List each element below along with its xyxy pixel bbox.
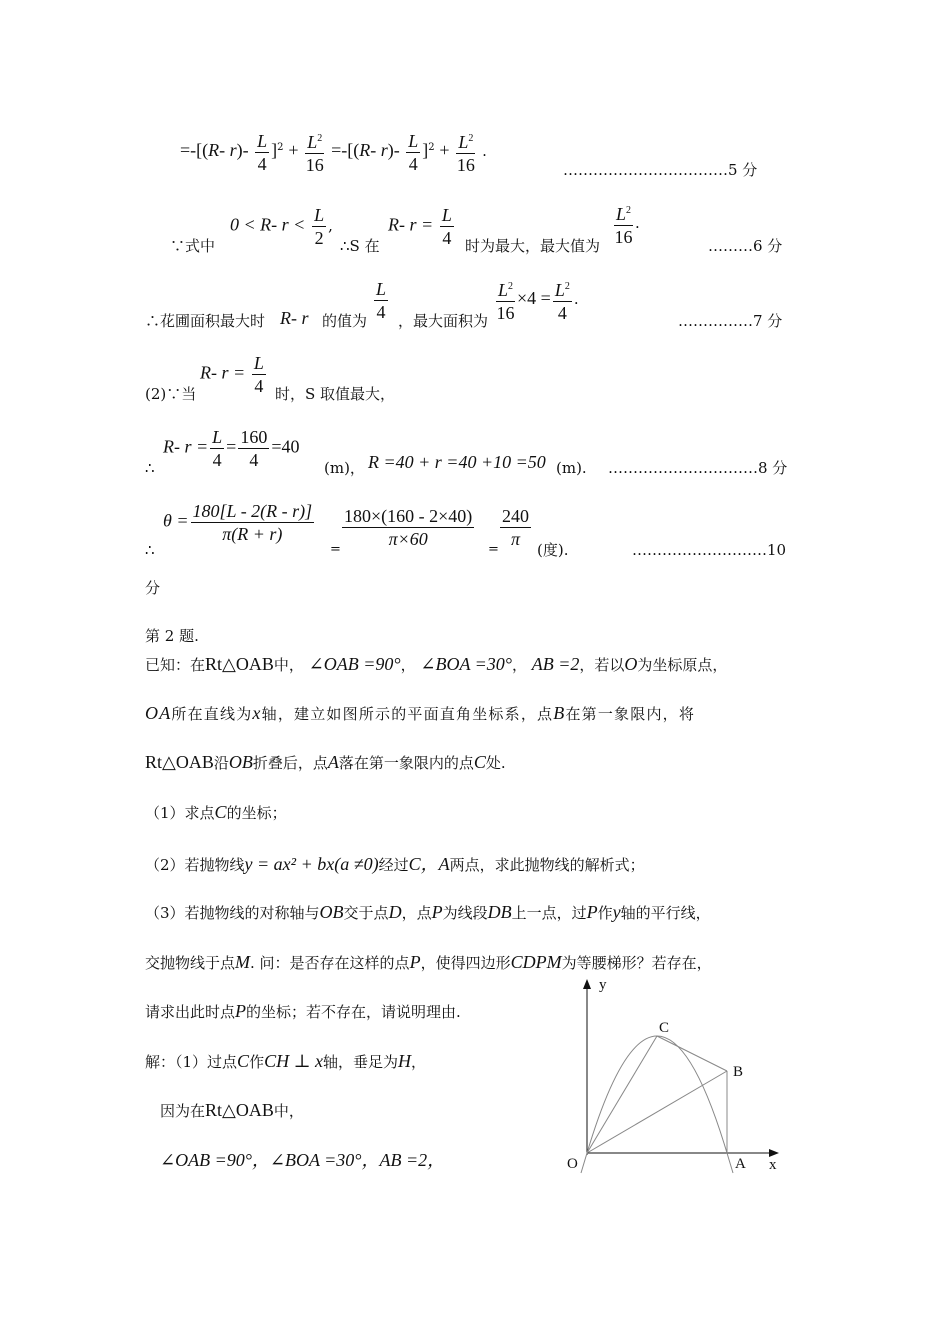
given-line-3: Rt△OAB沿OB折叠后，点A落在第一象限内的点C处. <box>145 752 506 772</box>
l-over-4-fraction: $\frac{L}{4}$ <box>376 279 387 322</box>
part-1: （1）求点C的坐标； <box>145 802 287 822</box>
max-area-expr: $\frac{L^2}{16}$ ×4 = $\frac{L^2}{4}$ . <box>494 276 579 324</box>
value-text: 的值为 <box>322 312 368 330</box>
label-o: O <box>567 1156 578 1172</box>
score-10: ………………………10 <box>632 541 787 559</box>
part2-label: (2)∵当 <box>145 385 197 403</box>
max-area-text: ，最大面积为 <box>398 312 489 330</box>
max-value-fraction: $\frac{L^2}{16}$ . <box>612 200 640 248</box>
x-axis-arrow <box>769 1149 779 1157</box>
unit-degree: (度). <box>537 541 569 559</box>
part-3-cont: 交抛物线于点M. 问：是否存在这样的点P，使得四边形CDPM为等腰梯形？若存在， <box>145 952 712 972</box>
r-value-expr: R =40 + r =40 +10 =50 <box>368 452 546 472</box>
eq-sign-1: = <box>330 542 341 557</box>
score-10-unit: 分 <box>145 579 161 597</box>
rr-inline: R- r <box>280 308 309 328</box>
segment-oc <box>587 1036 657 1153</box>
score-8: …………………………8 分 <box>608 459 788 477</box>
y-axis-arrow <box>583 979 591 989</box>
equation-line-1: =-[(R- r)- $\frac{L}{4}$ ]$^2$ + $\frac{L^2}{16}$ =-[(R- r)- $\frac{L}{4}$ ]$^2$ + $\frac{L^2}{16}$ . <box>180 128 487 178</box>
therefore-max-area: ∴花圃面积最大时 <box>145 312 266 330</box>
score-7: ……………7 分 <box>678 312 783 330</box>
label-y: y <box>599 977 607 993</box>
fraction-l-over-4: $\frac{L}{4}$ <box>257 130 268 174</box>
theta-result: $\frac{240}{\pi}$ <box>502 506 529 549</box>
score-6: ………6 分 <box>708 237 783 255</box>
part2-condition: R- r = $\frac{L}{4}$ <box>200 353 264 396</box>
solution-line-3: ∠OAB =90°，∠BOA =30°，AB =2， <box>160 1150 446 1170</box>
coordinate-figure <box>555 975 795 1180</box>
theta-numeric: $\frac{180\times(160 - 2\times 40)}{\pi\times 60}$ <box>344 506 473 549</box>
part2-text: 时，S 取值最大， <box>275 385 396 403</box>
unit-m-2: (m). <box>556 459 587 477</box>
max-text: 时为最大，最大值为 <box>465 237 601 255</box>
expr-start: =-[( <box>180 140 209 160</box>
s-at-label: ∴S 在 <box>340 237 380 255</box>
solution-line-2: 因为在Rt△OAB中， <box>160 1100 304 1120</box>
part-3-end: 请求出此时点P的坐标；若不存在，请说明理由. <box>145 1001 461 1021</box>
score-5: ……………………………5 分 <box>563 161 758 179</box>
question-2-title: 第 2 题. <box>145 627 199 645</box>
given-line-1: 已知：在Rt△OAB中， ∠OAB =90°， ∠BOA =30°， AB =2，若以O为坐标原点， <box>145 654 728 674</box>
rr-calc: R- r = $\frac{L}{4}$ = $\frac{160}{4}$ =40 <box>163 427 300 470</box>
unit-m-1: (m)， <box>324 459 365 477</box>
segment-ob <box>587 1071 727 1153</box>
parabola-tail <box>581 1153 587 1173</box>
solution-line-1: 解：（1）过点C作CH ⊥ x轴，垂足为H， <box>145 1051 427 1071</box>
label-b: B <box>733 1064 744 1080</box>
fraction-l2-over-16: $\frac{L^2}{16}$ <box>305 128 324 176</box>
parabola-curve <box>587 1036 733 1173</box>
r-minus-r-expr: R- r = $\frac{L}{4}$ <box>388 205 452 248</box>
theta-expr: θ = $\frac{180[L - 2(R - r)]}{\pi(R + r)}$ <box>163 501 313 544</box>
eq-sign-2: = <box>488 542 499 557</box>
therefore-6: ∴ <box>145 541 155 559</box>
part-3: （3）若抛物线的对称轴与OB交于点D，点P为线段DB上一点，过P作y轴的平行线， <box>145 902 711 922</box>
label-a: A <box>735 1156 746 1172</box>
because-label: ∵式中 <box>170 237 216 255</box>
condition-expr: 0 < R- r < $\frac{L}{2}$ , <box>230 205 333 248</box>
given-line-2: OA所在直线为x轴，建立如图所示的平面直角坐标系，点B在第一象限内，将 <box>145 703 696 723</box>
part-2: （2）若抛物线y = ax² + bx(a ≠0)经过C，A两点，求此抛物线的解析式； <box>145 854 645 874</box>
label-x: x <box>769 1157 777 1173</box>
therefore-5: ∴ <box>145 459 155 477</box>
label-c: C <box>659 1020 670 1036</box>
